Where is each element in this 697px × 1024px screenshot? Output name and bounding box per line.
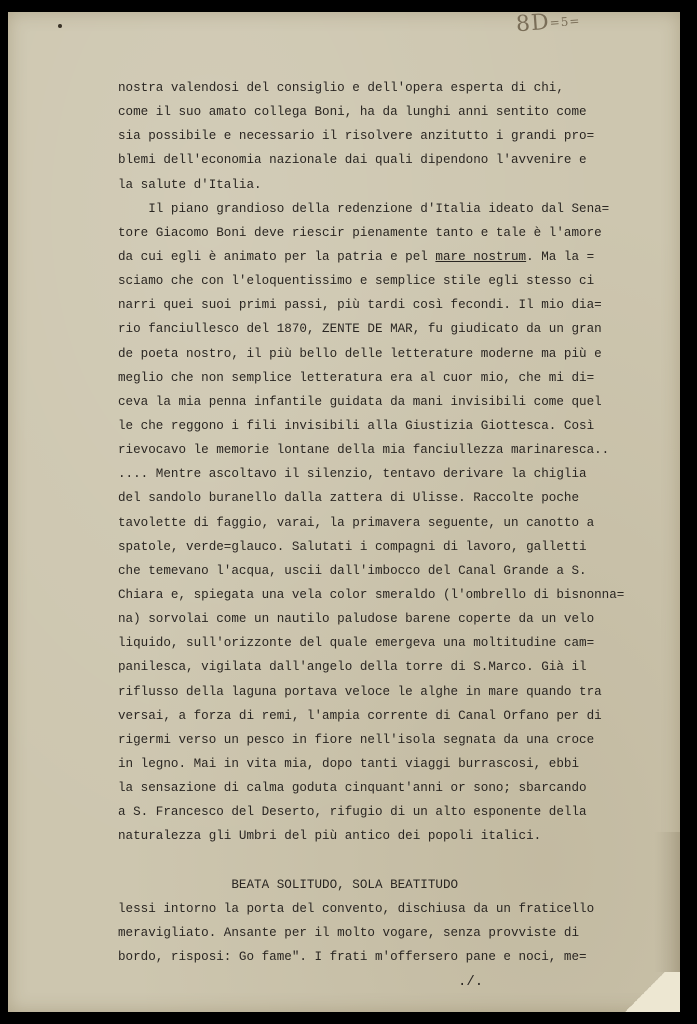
text-line: rigermi verso un pesco in fiore nell'isola segnata da una croce	[118, 732, 595, 747]
handwritten-page-number: =5=	[549, 13, 581, 30]
text-line: in legno. Mai in vita mia, dopo tanti viaggi burrascosi, ebbi	[118, 756, 580, 771]
text-line: a S. Francesco del Deserto, rifugio di un alto esponente della	[118, 805, 587, 820]
text-line: narri quei suoi primi passi, più tardi così fecondi. Il mio dia=	[118, 298, 602, 313]
text-line: panilesca, vigilata dall'angelo della torre di S.Marco. Già il	[118, 660, 587, 675]
text-line: tore Giacomo Boni deve riescir pienamente tanto e tale è l'amore	[118, 225, 602, 240]
text-line: versai, a forza di remi, l'ampia corrente di Canal Orfano per di	[118, 708, 602, 723]
text-line: spatole, verde=glauco. Salutati i compagni di lavoro, galletti	[118, 539, 587, 554]
underlined-phrase: mare nostrum	[435, 249, 527, 264]
text-line: de poeta nostro, il più bello delle letterature moderne ma più e	[118, 346, 602, 361]
text-line: del sandolo buranello dalla zattera di Ulisse. Raccolte poche	[118, 491, 580, 506]
text-line: come il suo amato collega Boni, ha da lunghi anni sentito come	[118, 105, 587, 120]
text-line: bordo, risposi: Go fame". I frati m'offersero pane e noci, me=	[118, 950, 587, 965]
punch-mark	[58, 24, 62, 28]
text-line: liquido, sull'orizzonte del quale emergeva una moltitudine cam=	[118, 636, 595, 651]
text-line: riflusso della laguna portava veloce le alghe in mare quando tra	[118, 684, 602, 699]
text-line: lessi intorno la porta del convento, dischiusa da un fraticello	[118, 901, 595, 916]
text-line: Chiara e, spiegata una vela color smeraldo (l'ombrello di bisnonna=	[118, 587, 625, 602]
text-line: Il piano grandioso della redenzione d'Italia ideato dal Sena=	[118, 201, 610, 216]
text-line: la sensazione di calma goduta cinquant'anni or sono; sbarcando	[118, 781, 587, 796]
text-line: rio fanciullesco del 1870, ZENTE DE MAR, fu giudicato da un gran	[118, 322, 602, 337]
text-line: BEATA SOLITUDO, SOLA BEATITUDO	[118, 877, 459, 892]
text-line: sia possibile e necessario il risolvere anzitutto i grandi pro=	[118, 129, 595, 144]
text-line: na) sorvolai come un nautilo paludose barene coperte da un velo	[118, 612, 595, 627]
text-line: sciamo che con l'eloquentissimo e semplice stile egli stesso ci	[118, 274, 595, 289]
text-line: che temevano l'acqua, uscii dall'imbocco del Canal Grande a S.	[118, 563, 587, 578]
handwritten-ref: 8D	[515, 9, 551, 38]
handwritten-reference	[515, 8, 581, 37]
text-line: meravigliato. Ansante per il molto vogare, senza provviste di	[118, 925, 580, 940]
torn-corner	[610, 972, 680, 1012]
continuation-mark: ./.	[458, 974, 484, 990]
text-line: nostra valendosi del consiglio e dell'opera esperta di chi,	[118, 81, 564, 95]
text-line: meglio che non semplice letteratura era al cuor mio, che mi di=	[118, 370, 595, 385]
text-line	[118, 849, 658, 873]
text-line: .... Mentre ascoltavo il silenzio, tentavo derivare la chiglia	[118, 467, 587, 482]
text-line: da cui egli è animato per la patria e pel mare nostrum. Ma la =	[118, 249, 595, 264]
text-line: tavolette di faggio, varai, la primavera seguente, un canotto a	[118, 515, 595, 530]
typewritten-body	[118, 76, 658, 969]
text-line: rievocavo le memorie lontane della mia fanciullezza marinaresca..	[118, 443, 610, 458]
text-line: la salute d'Italia.	[118, 177, 262, 192]
text-line: blemi dell'economia nazionale dai quali dipendono l'avvenire e	[118, 153, 587, 168]
text-line: le che reggono i fili invisibili alla Giustizia Giottesca. Così	[118, 418, 595, 433]
text-line: ceva la mia penna infantile guidata da mani invisibili come quel	[118, 394, 602, 409]
text-line: naturalezza gli Umbri del più antico dei popoli italici.	[118, 829, 542, 844]
